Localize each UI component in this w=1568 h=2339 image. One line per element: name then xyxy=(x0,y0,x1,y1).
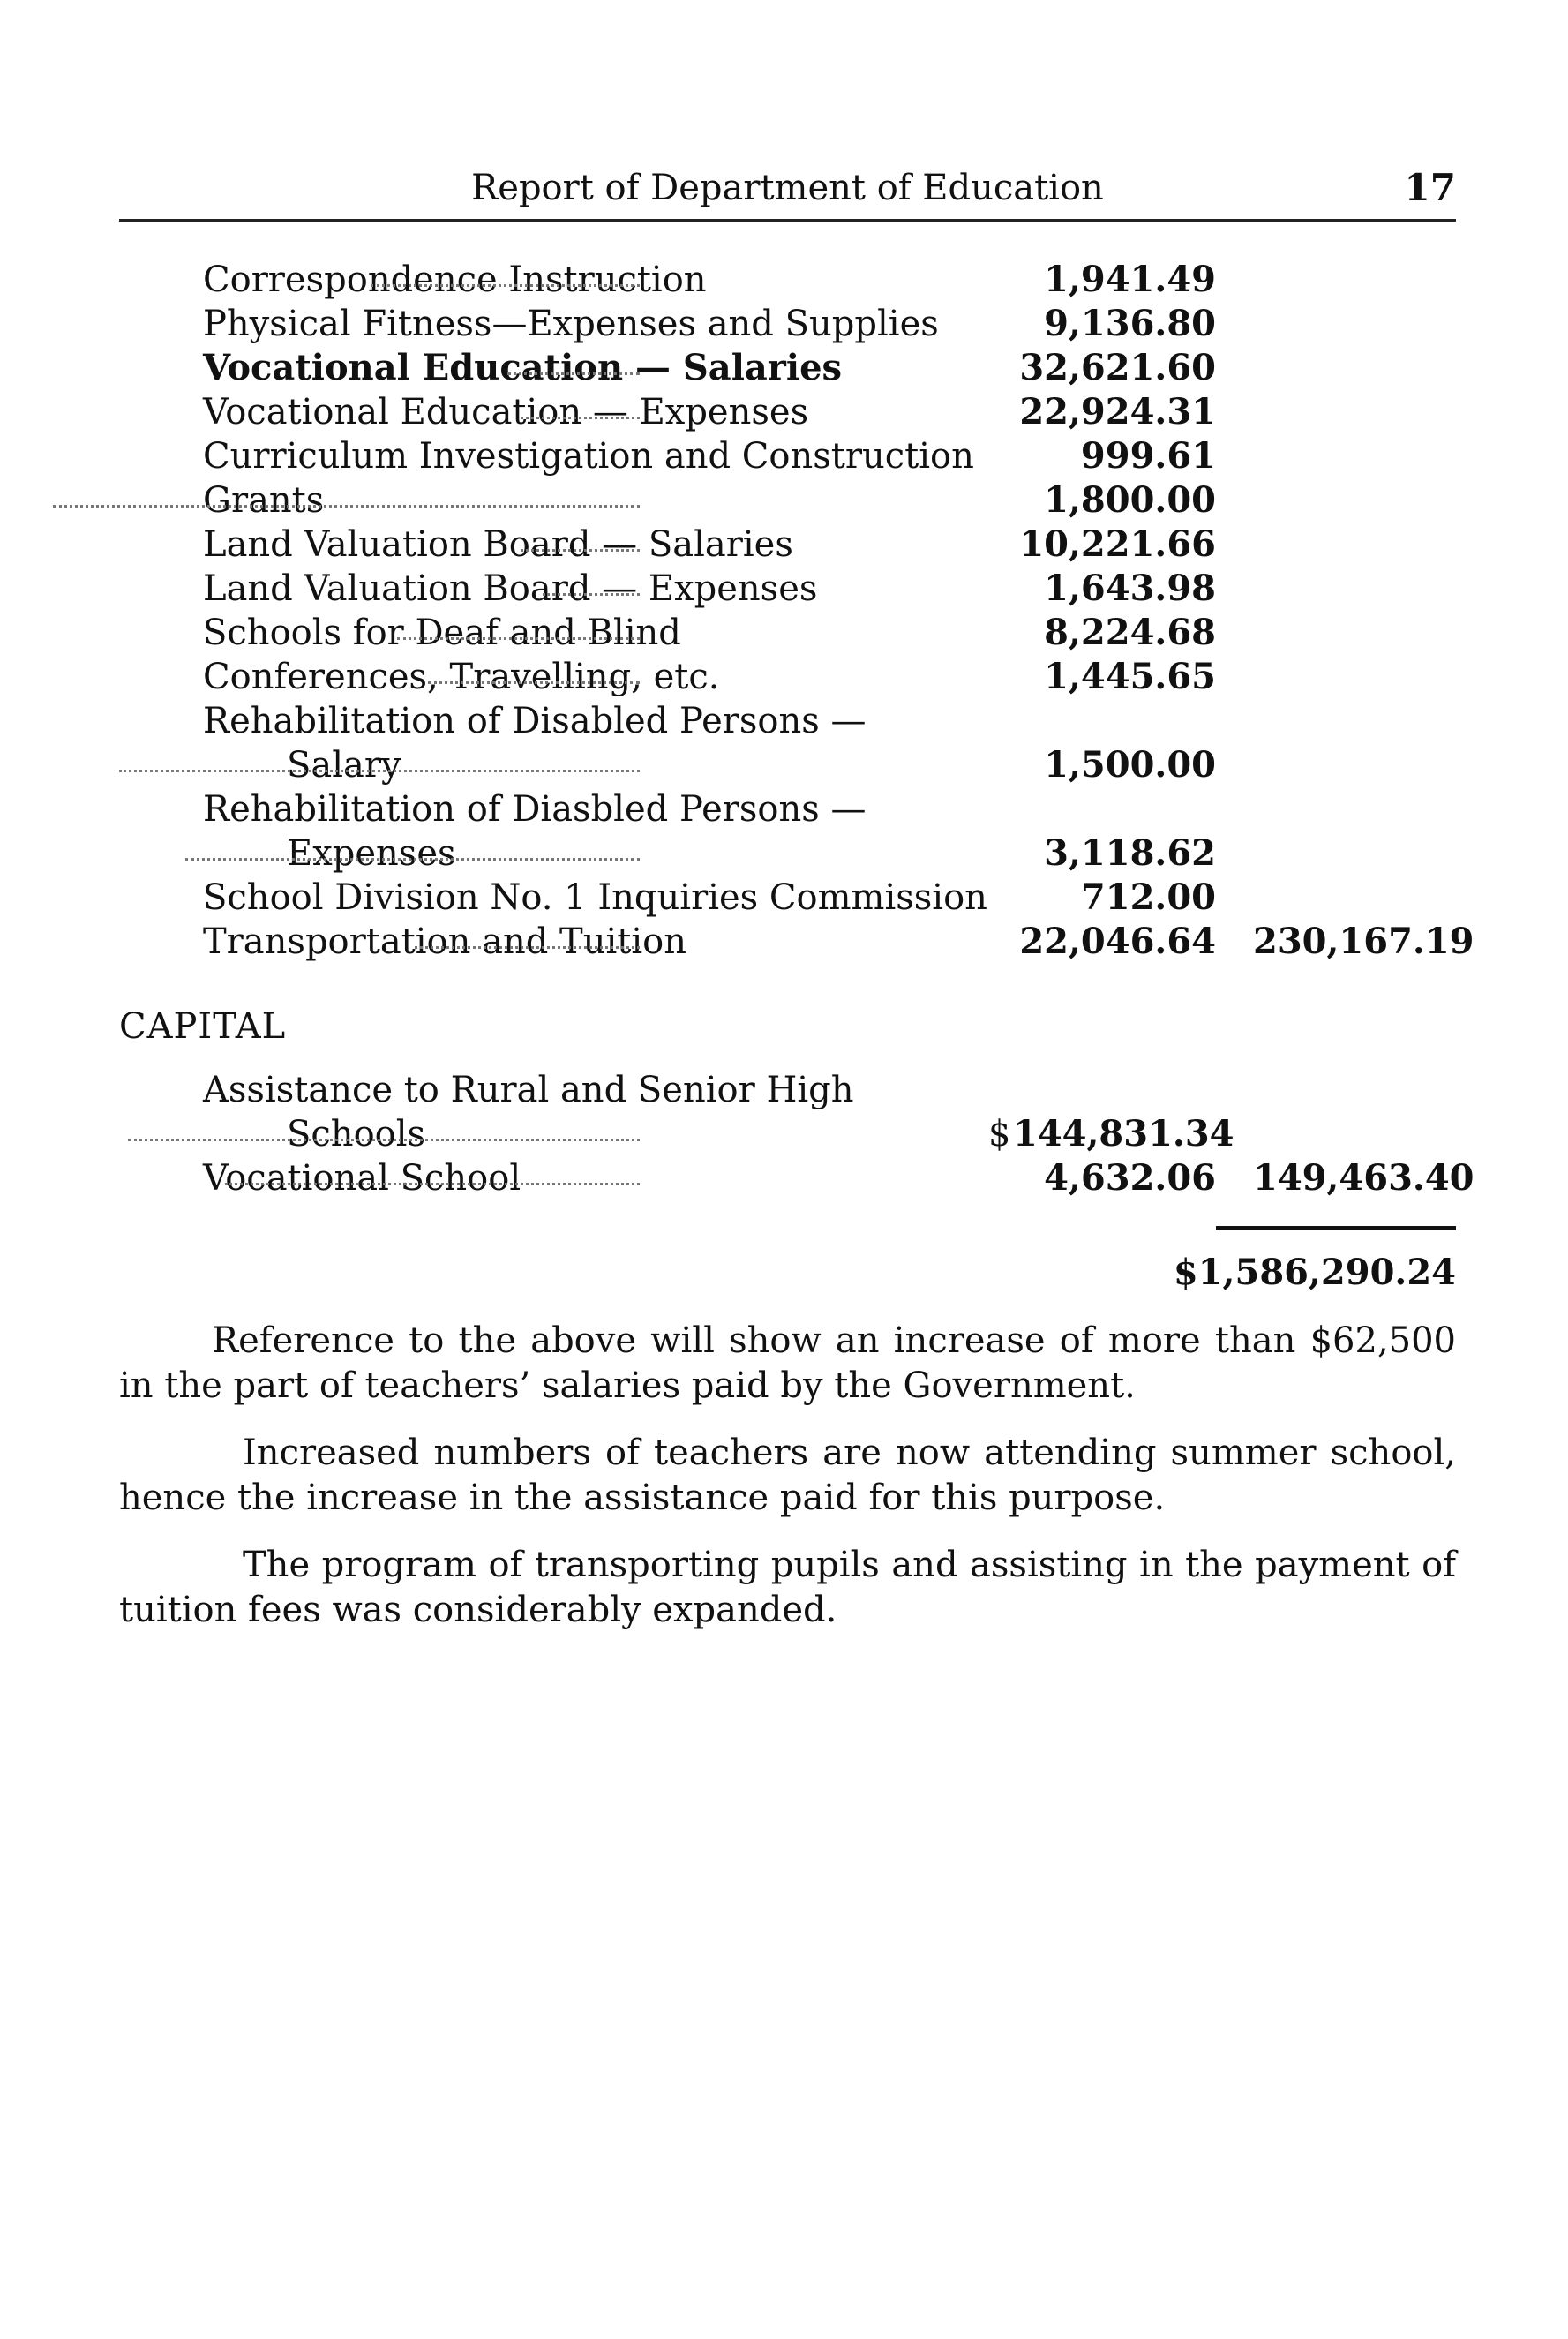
subtotal-amount: 149,463.40 xyxy=(1253,1157,1474,1199)
expense-amount: 1,643.98 xyxy=(1044,568,1216,609)
capital-label: Schools xyxy=(287,1114,426,1154)
currency-symbol: $ xyxy=(988,1114,1011,1154)
dot-leader xyxy=(185,858,640,861)
expense-row xyxy=(203,611,1456,655)
expense-amount: 3,118.62 xyxy=(1044,832,1216,874)
dot-leader xyxy=(225,1183,640,1185)
expense-amount: 712.00 xyxy=(1080,876,1216,918)
expense-label: Correspondence Instruction xyxy=(203,259,707,300)
dot-leader xyxy=(53,505,640,508)
expense-row xyxy=(203,346,1456,390)
expense-row xyxy=(203,523,1456,567)
body-paragraph: Reference to the above will show an increase of more than $62,500 in the part of teachers’ salaries paid by the Government. xyxy=(119,1320,1456,1406)
grand-total: $1,586,290.24 xyxy=(1173,1252,1456,1293)
expense-row xyxy=(203,258,1456,302)
dot-leader xyxy=(507,372,640,375)
dot-leader xyxy=(521,417,640,419)
expense-label: Land Valuation Board — Expenses xyxy=(203,568,818,609)
body-paragraph: The program of transporting pupils and assisting in the payment of tuition fees was considerably expanded. xyxy=(119,1545,1456,1630)
expense-label: Schools for Deaf and Blind xyxy=(203,613,681,653)
body-paragraph: Increased numbers of teachers are now attending summer school, hence the increase in the assistance paid for this purpose. xyxy=(119,1433,1456,1518)
expense-label: Land Valuation Board — Salaries xyxy=(203,524,793,565)
expense-row xyxy=(203,655,1456,699)
capital-row xyxy=(203,1156,1474,1200)
expense-label: Transportation and Tuition xyxy=(203,921,686,962)
expense-row xyxy=(203,831,1456,876)
dot-leader xyxy=(371,284,640,287)
expense-row xyxy=(203,478,1456,523)
expense-label: Vocational Education — Expenses xyxy=(203,392,809,432)
capital-label: Vocational School xyxy=(203,1158,521,1199)
expense-row xyxy=(203,699,1456,743)
capital-row xyxy=(203,1068,1456,1112)
capital-row xyxy=(203,1112,1456,1156)
dot-leader xyxy=(428,681,640,684)
expense-row xyxy=(203,787,1456,831)
capital-label: Assistance to Rural and Senior High xyxy=(203,1070,854,1110)
expense-amount: 1,445.65 xyxy=(1044,656,1216,697)
dot-leader xyxy=(128,1139,640,1141)
expense-amount: 999.61 xyxy=(1080,435,1216,477)
capital-amount: 144,831.34 xyxy=(1013,1113,1234,1154)
expense-amount: 1,800.00 xyxy=(1044,479,1216,521)
expense-label: Conferences, Travelling, etc. xyxy=(203,657,720,697)
expense-row xyxy=(203,920,1474,964)
running-header-title: Report of Department of Education xyxy=(471,168,1104,208)
expense-label: Salary xyxy=(287,745,401,786)
dot-leader xyxy=(543,593,640,596)
dot-leader xyxy=(521,549,640,552)
page-number: 17 xyxy=(1404,166,1456,209)
expense-amount: 9,136.80 xyxy=(1044,303,1216,344)
expense-row xyxy=(203,390,1456,434)
expense-row xyxy=(203,876,1456,920)
dot-leader xyxy=(415,946,640,949)
expense-row xyxy=(203,302,1456,346)
expense-amount: 10,221.66 xyxy=(1019,523,1216,565)
expense-amount: 1,500.00 xyxy=(1044,744,1216,786)
expense-label: Grants xyxy=(203,480,325,521)
header-rule xyxy=(119,219,1456,222)
total-rule xyxy=(1216,1226,1456,1230)
expense-label: Vocational Education — Salaries xyxy=(203,347,843,388)
subtotal-amount: 230,167.19 xyxy=(1253,921,1474,962)
expense-amount: 1,941.49 xyxy=(1044,259,1216,300)
expense-row xyxy=(203,434,1456,478)
expense-row xyxy=(203,567,1456,611)
page-header xyxy=(119,159,1456,221)
expense-amount: 8,224.68 xyxy=(1044,612,1216,653)
dot-leader xyxy=(397,637,640,640)
expense-label: Physical Fitness—Expenses and Supplies xyxy=(203,304,939,344)
capital-heading: CAPITAL xyxy=(119,1006,287,1047)
expense-row xyxy=(203,743,1456,787)
dot-leader xyxy=(119,770,640,772)
expense-amount: 32,621.60 xyxy=(1019,347,1216,388)
expense-label: Rehabilitation of Disabled Persons — xyxy=(203,701,867,741)
expense-amount: 22,046.64 xyxy=(1019,921,1216,962)
expense-label: Rehabilitation of Diasbled Persons — xyxy=(203,789,867,830)
expense-label: Expenses xyxy=(287,833,456,874)
expense-label: School Division No. 1 Inquiries Commission xyxy=(203,877,987,918)
expense-amount: 22,924.31 xyxy=(1019,391,1216,432)
expense-label: Curriculum Investigation and Construction xyxy=(203,436,974,477)
capital-amount: 4,632.06 xyxy=(1044,1157,1216,1199)
